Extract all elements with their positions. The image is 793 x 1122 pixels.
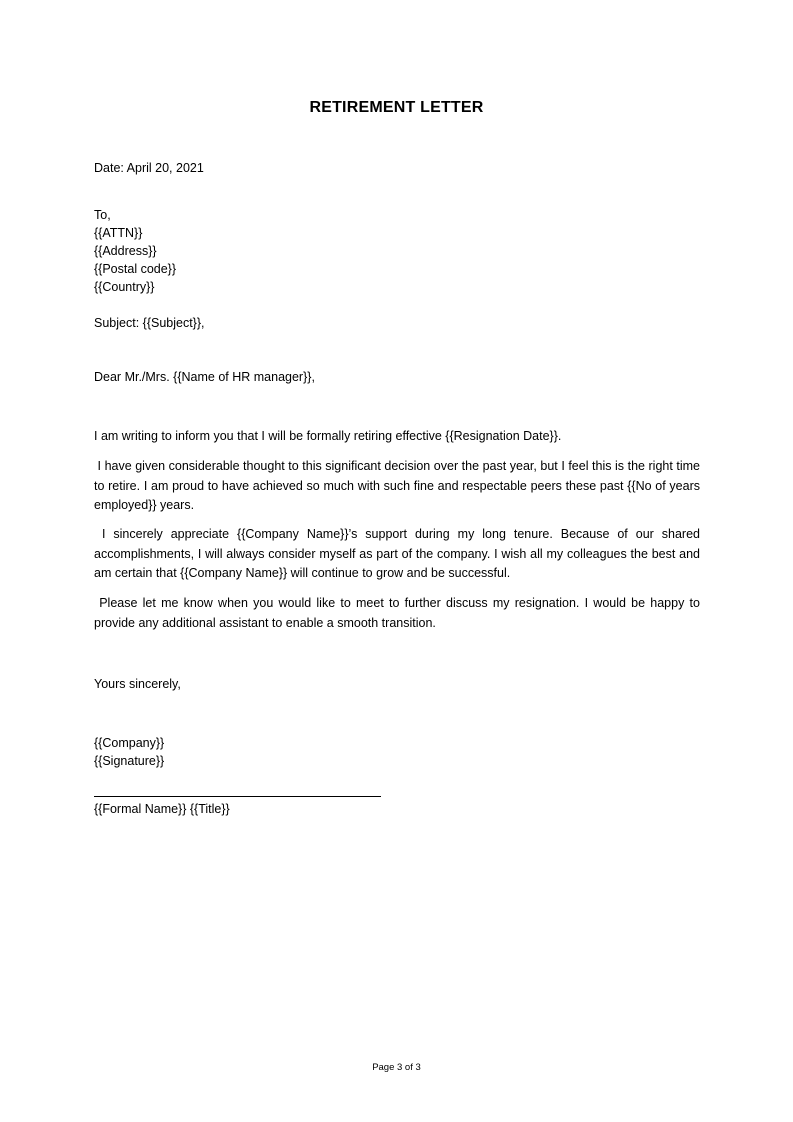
date-line: Date: April 20, 2021 — [94, 161, 204, 175]
signature-line — [94, 796, 381, 797]
recipient-postal-code: {{Postal code}} — [94, 262, 177, 276]
page-number-footer: Page 3 of 3 — [372, 1062, 421, 1073]
salutation: Dear Mr./Mrs. {{Name of HR manager}}, — [94, 370, 315, 384]
letter-title: RETIREMENT LETTER — [309, 99, 484, 116]
recipient-attn: {{ATTN}} — [94, 226, 143, 240]
recipient-to: To, — [94, 208, 111, 222]
recipient-address: {{Address}} — [94, 244, 157, 258]
formal-name-title: {{Formal Name}} {{Title}} — [94, 802, 230, 816]
signature-company: {{Company}} — [94, 736, 165, 750]
body-paragraph-3: I sincerely appreciate {{Company Name}}’s support during my long tenure. Because of our shared accomplishments, I will always consider myself as part of the company. I wish all my colleagues the best and am certain that {{Company Name}} will continue to grow and be successful. — [94, 527, 704, 580]
body-paragraph-1: I am writing to inform you that I will be formally retiring effective {{Resignation Date}}. — [94, 429, 562, 443]
subject-line: Subject: {{Subject}}, — [94, 316, 205, 330]
body-paragraph-4: Please let me know when you would like to meet to further discuss my resignation. I would be happy to provide any additional assistant to enable a smooth transition. — [94, 596, 704, 630]
recipient-country: {{Country}} — [94, 280, 155, 294]
closing: Yours sincerely, — [94, 677, 181, 691]
signature-placeholder: {{Signature}} — [94, 754, 165, 768]
body-paragraph-2: I have given considerable thought to this significant decision over the past year, but I feel this is the right time to retire. I am proud to have achieved so much with such fine and respectable peers these past {{No of years employed}} years. — [94, 459, 704, 512]
